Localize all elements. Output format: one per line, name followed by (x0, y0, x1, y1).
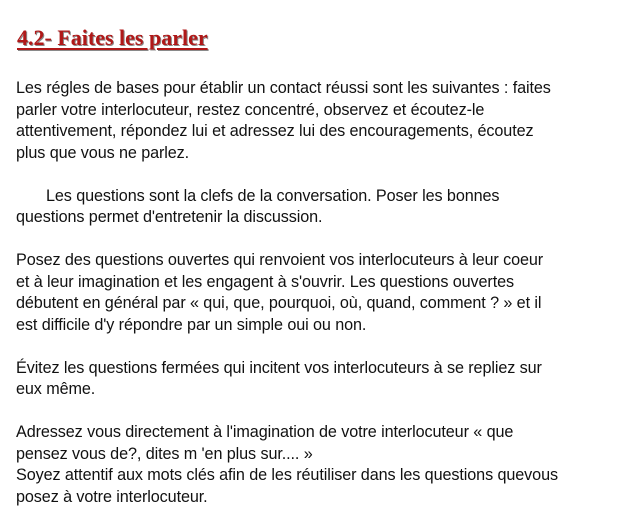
text-line: attentivement, répondez lui et adressez lui des encouragements, écoutez (16, 121, 628, 143)
text-line: Adressez vous directement à l'imagination de votre interlocuteur « que (16, 422, 628, 444)
text-line: posez à votre interlocuteur. (16, 487, 628, 508)
paragraph-closed-questions (16, 358, 628, 401)
text-line: eux même. (16, 379, 628, 401)
text-line: questions permet d'entretenir la discussion. (16, 207, 628, 229)
paragraph-open-questions (16, 250, 628, 336)
paragraph-questions-key (16, 186, 628, 229)
slide-body (16, 78, 628, 508)
paragraph-imagination (16, 422, 628, 465)
text-line: plus que vous ne parlez. (16, 143, 628, 165)
text-line: et à leur imagination et les engagent à s'ouvrir. Les questions ouvertes (16, 272, 628, 294)
page-title: 4.2- Faites les parler (17, 25, 208, 51)
paragraph-keywords (16, 465, 628, 508)
text-line: Soyez attentif aux mots clés afin de les réutiliser dans les questions quevous (16, 465, 628, 487)
text-line: est difficile d'y répondre par un simple oui ou non. (16, 315, 628, 337)
text-line: Posez des questions ouvertes qui renvoient vos interlocuteurs à leur coeur (16, 250, 628, 272)
text-line: Évitez les questions fermées qui incitent vos interlocuteurs à se repliez sur (16, 358, 628, 380)
text-line: Les régles de bases pour établir un contact réussi sont les suivantes : faites (16, 78, 628, 100)
paragraph-contact-rules (16, 78, 628, 164)
text-line: pensez vous de?, dites m 'en plus sur.... » (16, 444, 628, 466)
text-line: parler votre interlocuteur, restez concentré, observez et écoutez-le (16, 100, 628, 122)
text-line: Les questions sont la clefs de la conversation. Poser les bonnes (16, 186, 628, 208)
text-line: débutent en général par « qui, que, pourquoi, où, quand, comment ? » et il (16, 293, 628, 315)
